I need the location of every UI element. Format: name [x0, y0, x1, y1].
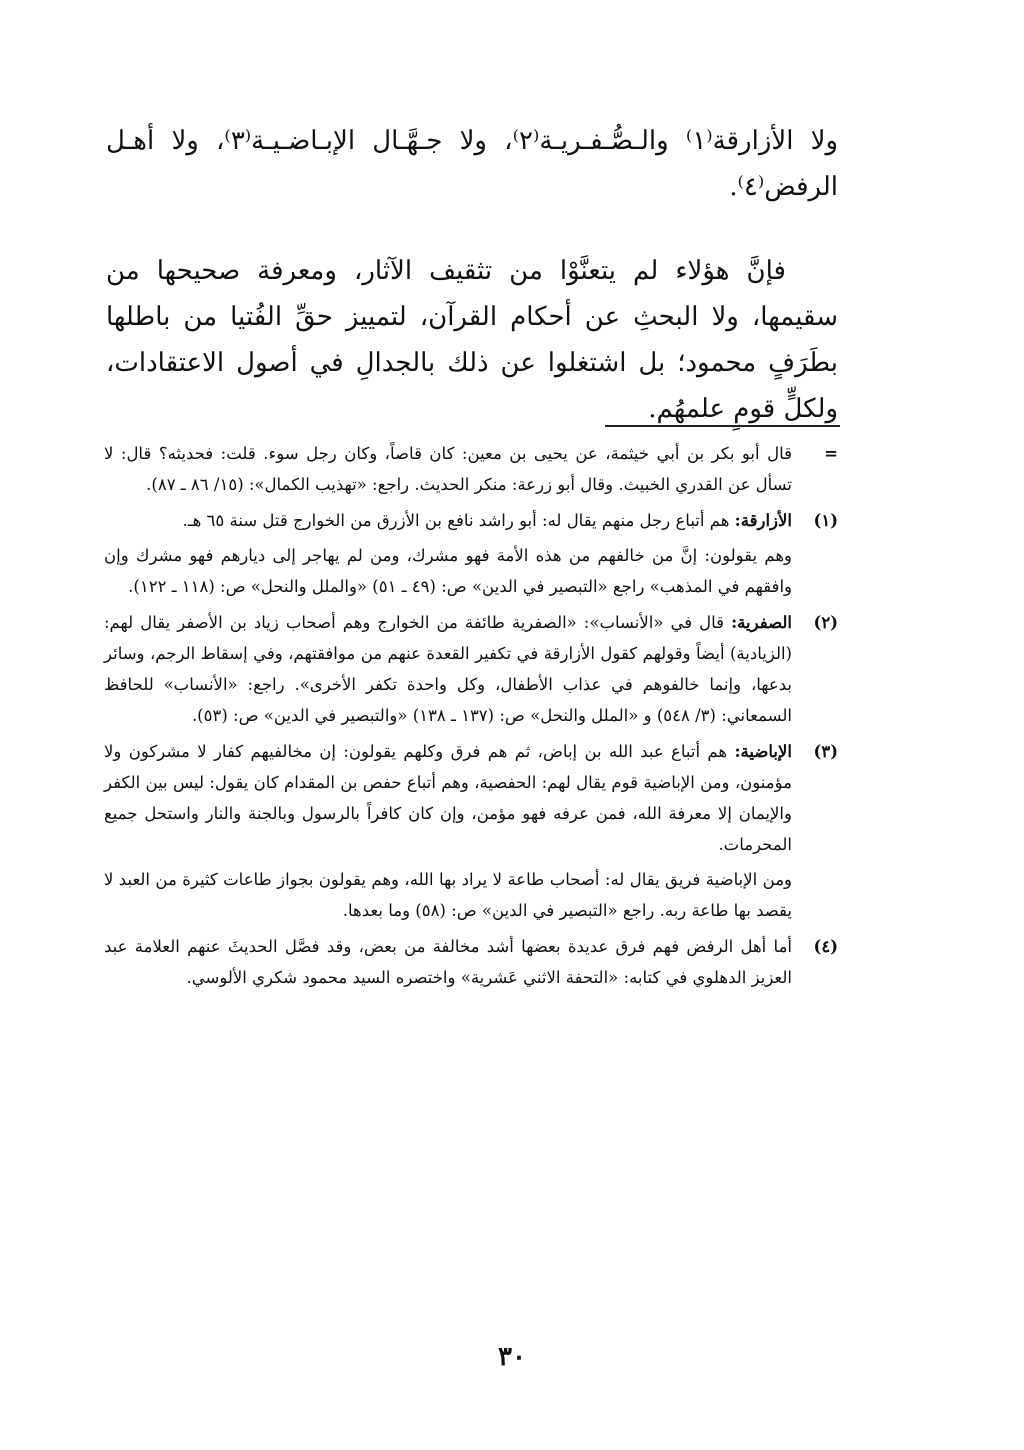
footnote-3: [104, 736, 838, 926]
footnote-term: الإباضية:: [734, 742, 792, 761]
footnote-body: قال في «الأنساب»: «الصفرية طائفة من الخوارج وهم أصحاب زياد بن الأصفر يقال لهم: (الزيادية) أيضاً وقولهم كقول الأزارقة في تكفير القعدة عنهم من موافقتهم، وفي إسقاط الرجم، وسائر بدعها، وإنما خالفوهم في عذاب الأطفال، وكل واحدة تكفر الأخرى». راجع: «الأنساب» للحافظ السمعاني: (٣/ ٥٤٨) و «الملل والنحل» ص: (١٣٧ ـ ١٣٨) «والتبصير في الدين» ص: (٥٣).: [104, 613, 792, 725]
footnote-body: هم أتباع عبد الله بن إباض، ثم هم فرق وكلهم يقولون: إن مخالفيهم كفار لا مشركون ولا مؤمنون، ومن الإباضية قوم يقال لهم: الحفصية، وهم أتباع حفص بن المقدام كان يقول: ليس بين الكفر والإيمان إلا معرفة الله، فمن عرفه فهو مؤمن، وإن كان كافراً بالرسول وبالجنة والنار واستحل جميع المحرمات.: [104, 742, 792, 854]
footnote-2: [104, 607, 838, 731]
footnote-1: [104, 505, 838, 602]
footnote-4: [104, 931, 838, 993]
main-paragraph-2: فإنَّ هؤلاء لم يتعنَّوْا من تثقيف الآثار، ومعرفة صحيحها من سقيمها، ولا البحثِ عن أحكام القرآن، لتمييز حقِّ الفُتيا من باطلها بطَرَفٍ محمود؛ بل اشتغلوا عن ذلك بالجدالِ في أصول الاعتقادات، ولكلٍّ قومٍ علمهُم.: [106, 256, 838, 424]
main-paragraph-1: ولا الأزارقة⁽١⁾ والـصُّـفـريـة⁽٢⁾، ولا جـهَّـال الإبـاضـيـة⁽٣⁾، ولا أهـل الرفض⁽٤⁾.: [106, 126, 839, 202]
footnote-text: [104, 438, 792, 500]
page-number: ٣٠: [498, 1342, 526, 1372]
footnote-marker: (٣): [813, 742, 838, 761]
footnote-text: [104, 505, 792, 536]
footnote-marker: (٤): [813, 937, 838, 956]
footnote-text: [104, 931, 792, 993]
footnote-term: الأزارقة:: [734, 511, 792, 530]
footnote-body: هم أتباع رجل منهم يقال له: أبو راشد نافع بن الأزرق من الخوارج قتل سنة ٦٥ هـ.: [182, 511, 735, 530]
footnote-text: [104, 607, 792, 731]
footnote-body: أما أهل الرفض فهم فرق عديدة بعضها أشد مخالفة من بعض، وقد فصَّل الحديثَ عنهم العلامة عبد العزيز الدهلوي في كتابه: «التحفة الاثني عَشرية» واختصره السيد محمود شكري الألوسي.: [104, 937, 792, 987]
footnote-body: قال أبو بكر بن أبي خيثمة، عن يحيى بن معين: كان قاصاً، وكان رجل سوء. قلت: فحديثه؟ قال: لا تسأل عن القدري الخبيث. وقال أبو زرعة: منكر الحديث. راجع: «تهذيب الكمال»: (١٥/ ٨٦ ـ ٨٧).: [104, 444, 792, 494]
footnote-separator: [605, 425, 840, 427]
footnote-text: [104, 540, 792, 602]
footnote-body: ومن الإباضية فريق يقال له: أصحاب طاعة لا يراد بها الله، وهم يقولون بجواز طاعات كثيرة من العبد لا يقصد بها طاعة ربه. راجع «التبصير في الدين» ص: (٥٨) وما بعدها.: [104, 870, 792, 920]
footnote-text: [104, 736, 792, 860]
footnote-body: وهم يقولون: إنَّ من خالفهم من هذه الأمة فهو مشرك، ومن لم يهاجر إلى ديارهم فهو مشرك وإن وافقهم في المذهب» راجع «التبصير في الدين» ص: (٤٩ ـ ٥١) «والملل والنحل» ص: (١١٨ ـ ١٢٢).: [104, 546, 792, 596]
footnote-text: [104, 864, 792, 926]
footnote-marker: =: [824, 444, 838, 463]
footnotes: [104, 438, 838, 998]
footnote-marker: (١): [813, 511, 838, 530]
footnote-term: الصفرية:: [731, 613, 792, 632]
footnote-marker: (٢): [813, 613, 838, 632]
footnote-continued: [104, 438, 838, 500]
